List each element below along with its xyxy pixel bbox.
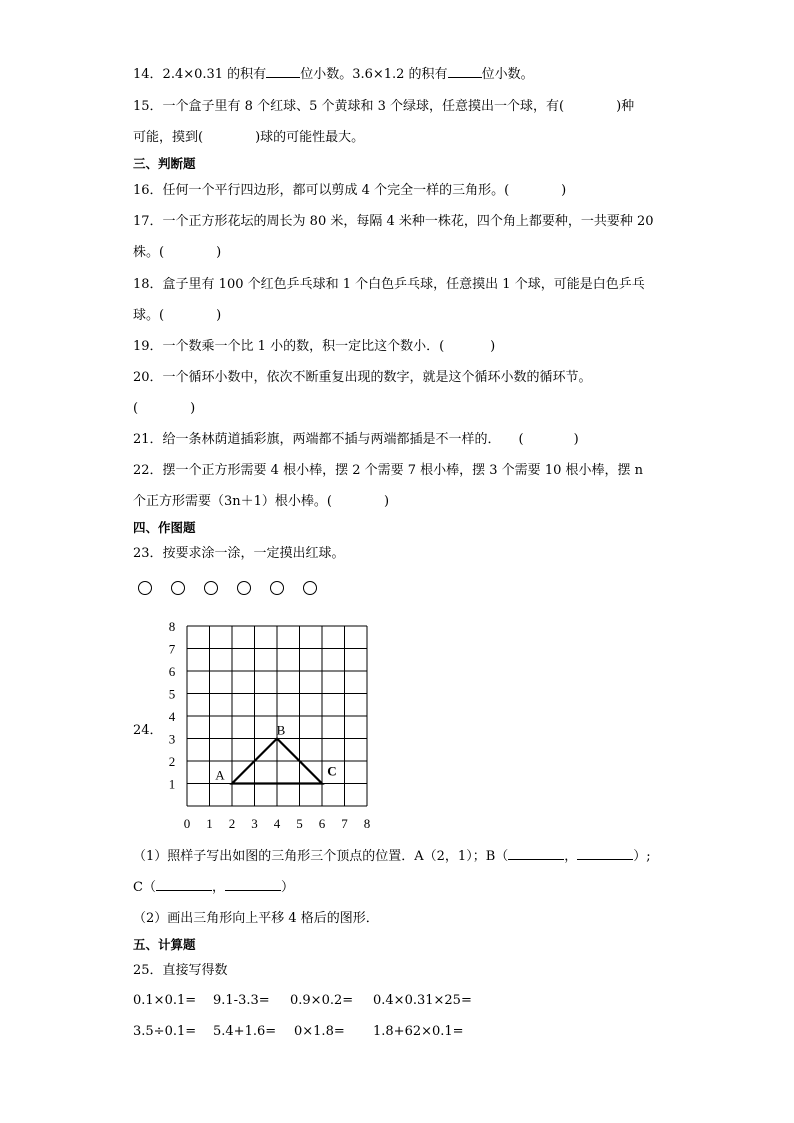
question-18 — [133, 276, 645, 294]
question-20 — [133, 369, 592, 387]
q17-text-b: 株。( — [133, 245, 165, 260]
calc-item: 0.1×0.1= — [133, 993, 197, 1008]
q22-text: 22．摆一个正方形需要 4 根小棒，摆 2 个需要 7 根小棒，摆 3 个需要 10 根小棒，摆 n — [133, 463, 643, 478]
ball-circle-5[interactable] — [270, 581, 284, 595]
y-tick-label: 1 — [168, 776, 176, 792]
question-22-cont — [133, 493, 389, 511]
y-tick-label: 6 — [168, 664, 176, 679]
q21-text: 21．给一条林荫道插彩旗，两端都不插与两端都插是不一样的． — [133, 432, 501, 447]
q16-close: ) — [561, 183, 567, 198]
ball-circle-3[interactable] — [204, 581, 218, 595]
x-tick-label: 4 — [273, 816, 281, 831]
q17-text: 17．一个正方形花坛的周长为 80 米，每隔 4 米种一株花，四个角上都要种，一共要种 20 — [133, 214, 654, 229]
q24-b-x-blank[interactable] — [508, 859, 564, 860]
question-25: 25．直接写得数 — [133, 963, 228, 978]
question-19 — [133, 338, 495, 356]
section-heading-judgement: 三、判断题 — [133, 156, 196, 171]
question-14 — [133, 66, 534, 84]
y-tick-label: 5 — [168, 686, 176, 702]
x-tick-label: 7 — [341, 816, 348, 831]
q20-open: ( — [133, 401, 139, 416]
x-tick-label: 6 — [318, 816, 326, 831]
q15-text-a: 15．一个盒子里有 8 个红球、5 个黄球和 3 个绿球，任意摸出一个球，有( — [133, 99, 565, 114]
ball-circle-1[interactable] — [138, 581, 152, 595]
q24-c-end: ） — [280, 880, 294, 895]
x-tick-label: 1 — [206, 816, 213, 831]
q24-sub1-text: （1）照样子写出如图的三角形三个顶点的位置．A（2，1）；B（ — [133, 849, 509, 864]
ball-circle-2[interactable] — [171, 581, 185, 595]
question-23: 23．按要求涂一涂，一定摸出红球。 — [133, 546, 345, 561]
q19-close: ) — [490, 339, 496, 354]
section-heading-calculation: 五、计算题 — [133, 937, 196, 952]
question-17 — [133, 213, 654, 231]
section-heading-drawing: 四、作图题 — [133, 520, 196, 535]
q24-sub1-comma: ， — [564, 849, 578, 864]
question-17-cont — [133, 244, 221, 262]
q14-blank-1[interactable] — [266, 77, 300, 78]
vertex-label-b: B — [276, 722, 286, 738]
y-tick-label: 8 — [168, 619, 176, 634]
calc-item: 0.9×0.2= — [290, 993, 354, 1008]
q15-text-d: )球的可能性最大。 — [255, 130, 365, 145]
question-18-cont — [133, 307, 221, 325]
q22-text-b: 个正方形需要（3n＋1）根小棒。( — [133, 494, 332, 509]
calc-item: 3.5÷0.1= — [133, 1024, 197, 1039]
question-24-part-1-c — [133, 879, 294, 897]
x-tick-label: 5 — [296, 816, 303, 831]
question-20-cont — [133, 400, 195, 418]
q24-c-y-blank[interactable] — [225, 890, 281, 891]
y-tick-label: 2 — [168, 754, 176, 769]
q14-text-c: 位小数。 — [481, 67, 534, 82]
q15-text-c: 可能，摸到( — [133, 130, 204, 145]
q14-blank-2[interactable] — [448, 77, 482, 78]
calc-item: 5.4+1.6= — [213, 1024, 277, 1039]
x-tick-label: 3 — [251, 816, 258, 831]
vertex-label-a: A — [215, 767, 225, 783]
y-tick-label: 3 — [168, 731, 176, 747]
y-tick-label: 4 — [168, 709, 176, 724]
calc-item: 0×1.8= — [294, 1024, 345, 1039]
q21-close: ) — [573, 432, 579, 447]
q20-text: 20．一个循环小数中，依次不断重复出现的数字，就是这个循环小数的循环节。 — [133, 370, 592, 385]
q17-close: ) — [216, 245, 222, 260]
q21-open: ( — [518, 432, 524, 447]
x-tick-label: 2 — [228, 816, 236, 831]
ball-circle-6[interactable] — [303, 581, 317, 595]
vertex-label-c: C — [327, 763, 337, 779]
q24-c-comma: ， — [211, 880, 225, 895]
calc-item: 1.8+62×0.1= — [373, 1024, 464, 1039]
q24-c-open: C（ — [133, 880, 156, 895]
q18-text-b: 球。( — [133, 308, 165, 323]
calc-item: 0.4×0.31×25= — [373, 993, 472, 1008]
q20-close: ) — [190, 401, 196, 416]
question-24-label: 24． — [133, 723, 163, 738]
q24-c-x-blank[interactable] — [156, 890, 212, 891]
q15-text-b: )种 — [616, 99, 635, 114]
q18-text: 18．盒子里有 100 个红色乒乓球和 1 个白色乒乓球，任意摸出 1 个球，可能是白色乒乓 — [133, 277, 645, 292]
q19-text: 19．一个数乘一个比 1 小的数，积一定比这个数小．( — [133, 339, 445, 354]
x-tick-label: 8 — [363, 816, 371, 831]
question-21 — [133, 431, 579, 449]
q14-text-a: 14．2.4×0.31 的积有 — [133, 67, 267, 82]
question-15 — [133, 98, 634, 116]
q18-close: ) — [216, 308, 222, 323]
question-22 — [133, 462, 643, 480]
q22-close: ) — [384, 494, 390, 509]
q14-text-b: 位小数。3.6×1.2 的积有 — [300, 67, 448, 82]
question-15-cont — [133, 129, 364, 147]
coordinate-grid[interactable] — [150, 618, 380, 834]
question-24-part-2: （2）画出三角形向上平移 4 格后的图形． — [133, 911, 379, 926]
q16-text: 16．任何一个平行四边形，都可以剪成 4 个完全一样的三角形。( — [133, 183, 510, 198]
calc-item: 9.1-3.3= — [213, 993, 270, 1008]
q24-b-y-blank[interactable] — [577, 859, 633, 860]
ball-circle-4[interactable] — [237, 581, 251, 595]
q24-sub1-end: ）; — [633, 849, 651, 864]
y-tick-label: 7 — [168, 641, 176, 657]
question-16 — [133, 182, 566, 200]
question-24-part-1 — [133, 848, 651, 866]
x-tick-label: 0 — [183, 816, 191, 831]
